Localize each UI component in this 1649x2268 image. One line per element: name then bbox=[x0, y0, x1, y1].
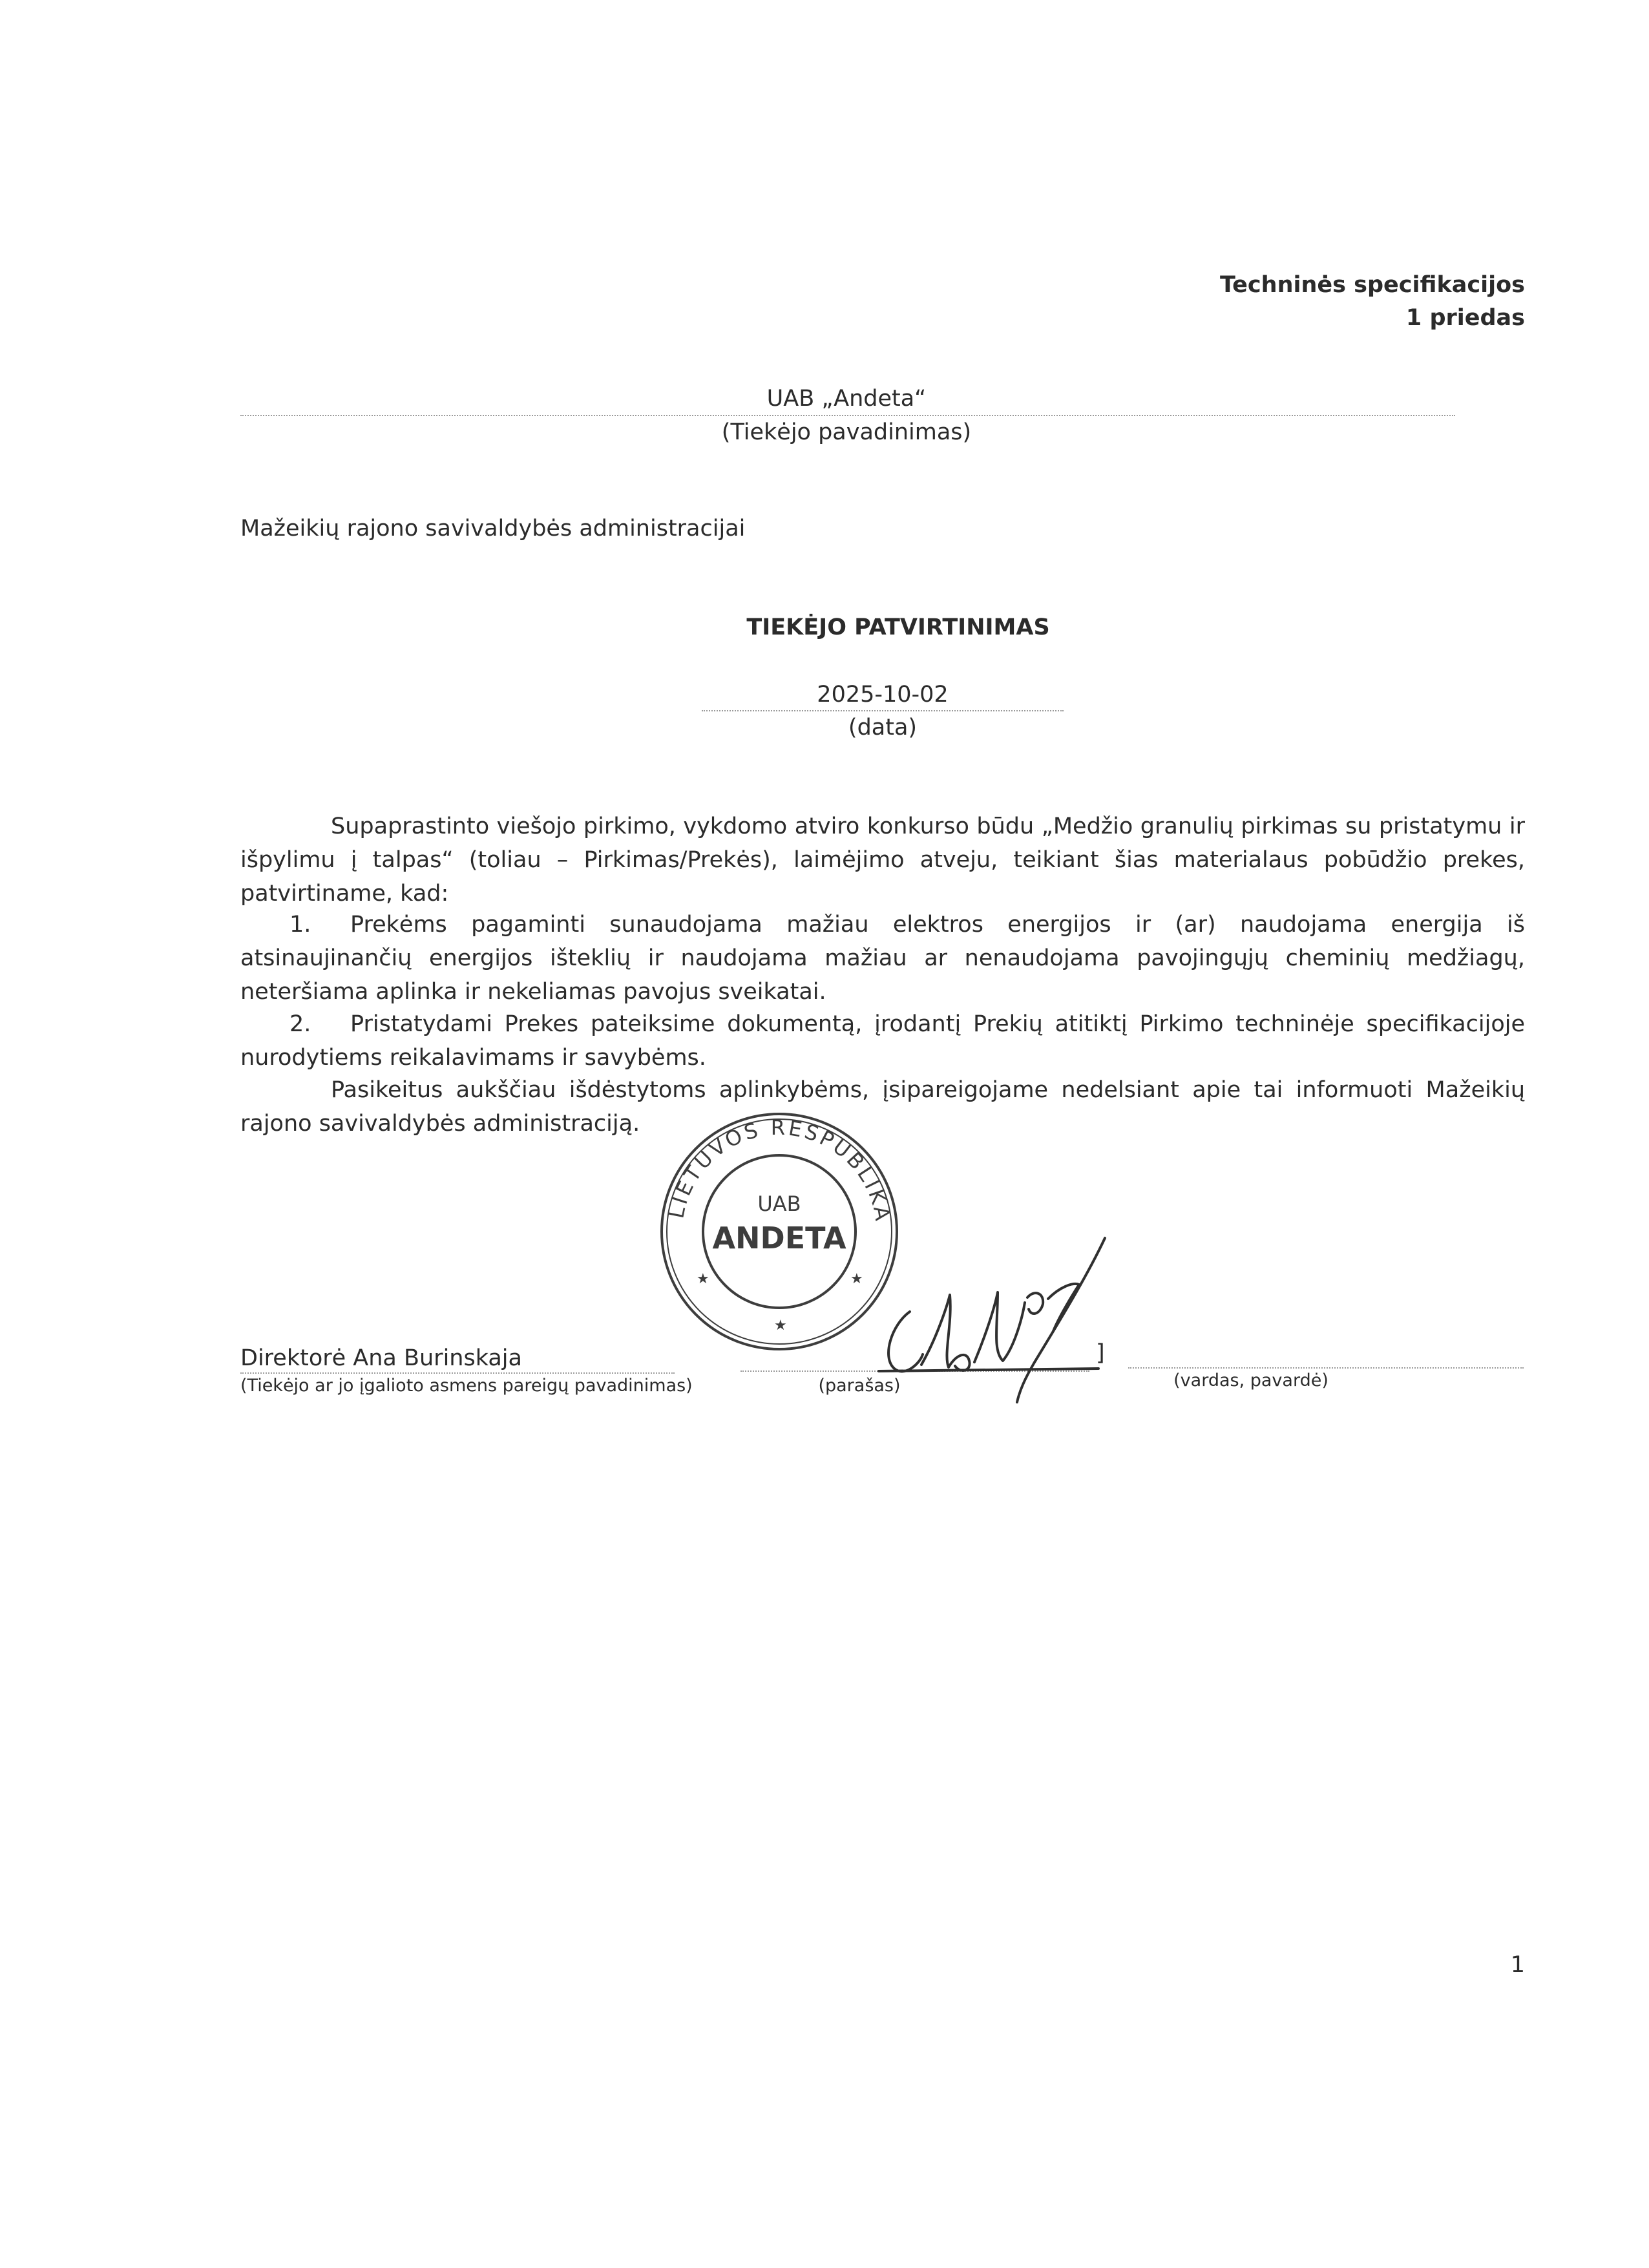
header-line-1: Techninės specifikacijos bbox=[1219, 272, 1525, 298]
signature-bracket: ] bbox=[1096, 1340, 1105, 1366]
stamp-star-left: ★ bbox=[697, 1271, 709, 1287]
handwritten-signature bbox=[840, 1228, 1124, 1409]
header-line-2: 1 priedas bbox=[1405, 305, 1525, 331]
position-caption: (Tiekėjo ar jo įgalioto asmens pareigų pavadinimas) bbox=[240, 1376, 693, 1396]
supplier-name: UAB „Andeta“ bbox=[766, 386, 927, 412]
item-1-number: 1. bbox=[289, 912, 311, 938]
name-caption: (vardas, pavardė) bbox=[1173, 1370, 1329, 1391]
name-rule bbox=[1128, 1367, 1524, 1369]
stamp-star-right: ★ bbox=[850, 1271, 863, 1287]
stamp-line-1: UAB bbox=[757, 1192, 801, 1216]
item-2-text: Pristatydami Prekes pateiksime dokumentą, įrodantį Prekių atitiktį Pirkimo techninėje specifikacijoje nurodytiems reikalavimams ir savybėms. bbox=[240, 1011, 1525, 1071]
supplier-caption: (Tiekėjo pavadinimas) bbox=[721, 419, 972, 445]
date-caption: (data) bbox=[848, 715, 918, 740]
closing-paragraph: Pasikeitus aukščiau išdėstytoms aplinkybėms, įsipareigojame nedelsiant apie tai informuoti Mažeikių rajono savivaldybės administraciją. bbox=[240, 1077, 1525, 1137]
item-1-text: Prekėms pagaminti sunaudojama mažiau elektros energijos ir (ar) naudojama energija iš atsinaujinančių energijos išteklių ir naudojama mažiau ar nenaudojama pavojingųjų cheminių medžiagų, neteršiama aplinka ir nekeliamas pavojus sveikatai. bbox=[240, 912, 1525, 1005]
document-title: TIEKĖJO PATVIRTINIMAS bbox=[746, 614, 1050, 640]
signature-caption: (parašas) bbox=[818, 1376, 901, 1396]
intro-paragraph: Supaprastinto viešojo pirkimo, vykdomo atviro konkurso būdu „Medžio granulių pirkimas su pristatymu ir išpylimu į talpas“ (toliau – Pirkimas/Prekės), laimėjimo atveju, teikiant šias materialaus pobūdžio prekes, patvirtiname, kad: bbox=[240, 814, 1525, 907]
recipient: Mažeikių rajono savivaldybės administracijai bbox=[240, 516, 746, 541]
stamp-star-bottom: ★ bbox=[774, 1318, 787, 1334]
stamp-ring-text: LIETUVOS RESPUBLIKA bbox=[664, 1115, 896, 1225]
page-number: 1 bbox=[1510, 1952, 1525, 1978]
position-rule bbox=[240, 1372, 675, 1374]
item-2-number: 2. bbox=[289, 1011, 311, 1037]
position-value: Direktorė Ana Burinskaja bbox=[240, 1345, 522, 1371]
date-value: 2025-10-02 bbox=[817, 682, 949, 708]
stamp-line-2: ANDETA bbox=[712, 1221, 846, 1255]
